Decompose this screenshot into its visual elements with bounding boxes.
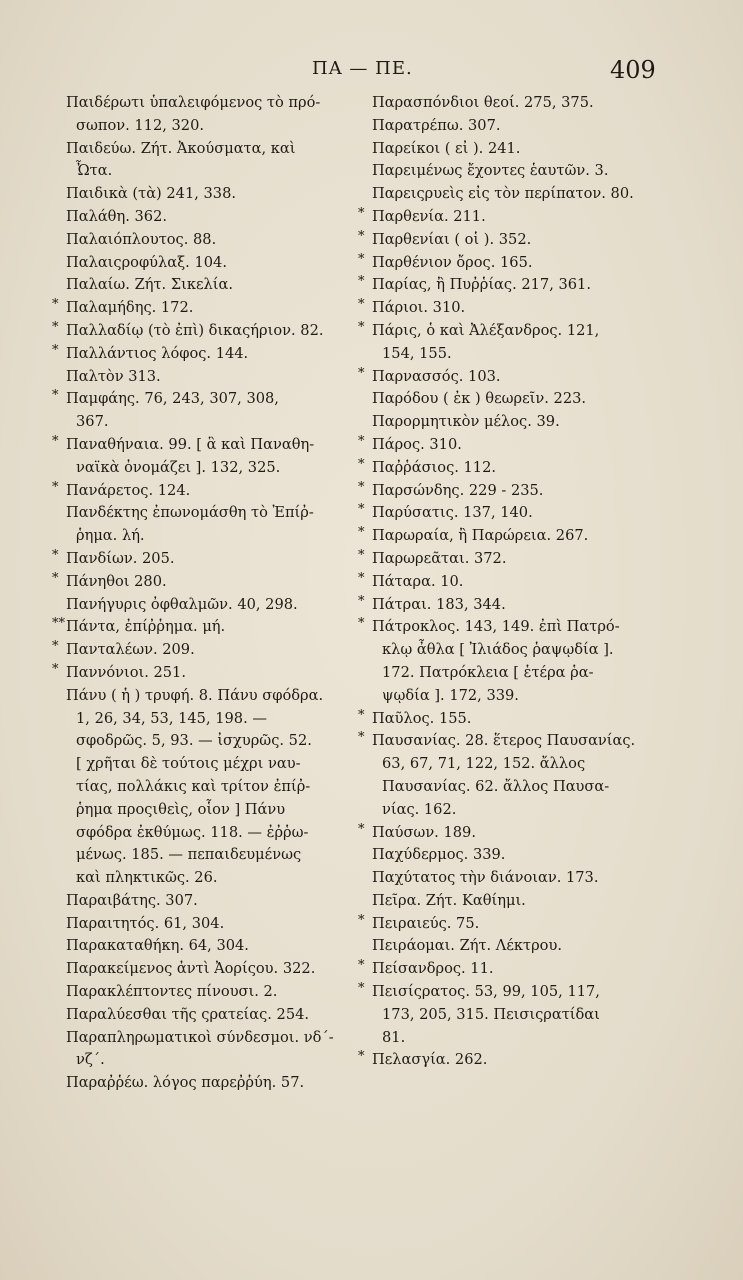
entry-line: 81. [382,1028,406,1046]
entry-line: Παρωρεᾶται. 372. [372,549,507,567]
index-entry [358,366,658,389]
entry-line: ψῳδία ]. 172, 339. [382,686,519,704]
entry-line: ναϊκὰ ὀνομάζει ]. 132, 325. [76,458,281,476]
entry-asterisk: * [52,547,59,563]
entry-asterisk: * [358,456,365,472]
entry-line: σωπον. 112, 320. [76,116,205,134]
index-entry [52,252,352,275]
entry-line: Παρόδου ( ἐκ ) θεωρεῖν. 223. [372,390,587,408]
entry-line: Παραλύεσθαι τῆς ςρατείας. 254. [66,1005,310,1023]
entry-line: Πάρος. 310. [372,435,462,453]
entry-line: Παῦλος. 155. [372,709,472,727]
entry-line: Πάριοι. 310. [372,299,466,317]
entry-asterisk: * [358,228,365,244]
entry-asterisk: * [358,274,365,290]
entry-line: Πάταρα. 10. [372,572,464,590]
entry-line: Πειράομαι. Ζήτ. Λέκτρου. [372,937,562,955]
entry-asterisk: * [358,205,365,221]
index-entry [358,115,658,138]
entry-line: Πειραιεύς. 75. [372,914,480,932]
entry-asterisk: * [358,297,365,313]
entry-line: Παρωραία, ἢ Παρώρεια. 267. [372,527,589,545]
entry-asterisk: * [358,981,365,997]
index-entry [52,320,352,343]
entry-line: Παρθενία. 211. [372,207,486,225]
index-entry [358,320,658,366]
entry-line: Πάτροκλος. 143, 149. ἐπὶ Πατρό- [372,618,620,636]
index-entry [358,1049,658,1072]
index-entry [358,252,658,275]
entry-line: Πανάρετος. 124. [66,481,191,499]
index-entry [358,229,658,252]
entry-line: Παλαιόπλουτος. 88. [66,230,217,248]
index-entry [52,502,352,548]
entry-asterisk: ** [52,616,65,632]
entry-line: Πεῖρα. Ζήτ. Καθίημι. [372,891,526,909]
index-entry [52,685,352,890]
entry-line: Πάνυ ( ἡ ) τρυφή. 8. Πάνυ σφόδρα. [66,686,324,704]
entry-line: Παυσανίας. 62. ἄλλος Παυσα- [382,777,610,795]
entry-asterisk: * [358,616,365,632]
entry-line: κλῳ ἆθλα [ Ἰλιάδος ῥαψῳδία ]. [382,641,614,659]
entry-line: ῥημα προςιθεὶς, οἷον ] Πάνυ [76,800,286,818]
entry-line: Παρορμητικὸν μέλος. 39. [372,413,560,431]
index-entry [358,434,658,457]
entry-asterisk: * [358,593,365,609]
entry-line: Παρείκοι ( εἰ ). 241. [372,139,521,157]
entry-line: Παρακείμενος ἀντὶ Ἀορίςου. 322. [66,960,316,978]
entry-line: Παυσανίας. 28. ἕτερος Παυσανίας. [372,732,636,750]
index-entry [358,206,658,229]
entry-asterisk: * [358,1049,365,1065]
entry-line: Παλτὸν 313. [66,367,161,385]
entry-line: Παχύδερμος. 339. [372,846,506,864]
index-entry [52,639,352,662]
entry-line: Παρειςρυεὶς εἰς τὸν περίπατον. 80. [372,185,634,203]
entry-asterisk: * [52,388,59,404]
index-entry [358,457,658,480]
entry-asterisk: * [52,661,59,677]
entry-line: Παχύτατος τὴν διάνοιαν. 173. [372,869,599,887]
entry-asterisk: * [358,821,365,837]
entry-line: Πάνηθοι 280. [66,572,167,590]
entry-asterisk: * [358,547,365,563]
entry-line: 1, 26, 34, 53, 145, 198. — [76,709,267,727]
entry-line: 172. Πατρόκλεια [ ἑτέρα ῥα- [382,663,594,681]
index-entry [52,913,352,936]
index-entry [358,183,658,206]
entry-line: Παλαιςροφύλαξ. 104. [66,253,227,271]
entry-line: Πάτραι. 183, 344. [372,595,506,613]
entry-line: Παρακλέπτοντες πίνουσι. 2. [66,983,278,1001]
entry-line: [ χρῆται δὲ τούτοις μέχρι ναυ- [76,755,301,773]
entry-asterisk: * [358,479,365,495]
index-entry [358,867,658,890]
entry-line: Παρύσατις. 137, 140. [372,504,533,522]
entry-line: Παλλάντιος λόφος. 144. [66,344,249,362]
index-entry [52,594,352,617]
entry-line: Πάρις, ὁ καὶ Ἀλέξανδρος. 121, [372,321,600,339]
entry-asterisk: * [358,730,365,746]
entry-asterisk: * [52,639,59,655]
index-entry [358,708,658,731]
index-entry [358,480,658,503]
index-entry [52,274,352,297]
entry-line: Παλαμήδης. 172. [66,299,194,317]
entry-line: Παρσώνδης. 229 - 235. [372,481,544,499]
index-entry [358,297,658,320]
index-entry [52,434,352,480]
entry-line: Παραπληρωματικοὶ σύνδεσμοι. νδ´- [66,1028,334,1046]
entry-line: Πανταλέων. 209. [66,641,195,659]
entry-line: καὶ πληκτικῶς. 26. [76,869,218,887]
index-entry [52,1072,352,1095]
entry-line: Ὦτα. [76,162,113,180]
index-entry [52,343,352,366]
index-entry [358,913,658,936]
index-entry [52,183,352,206]
entry-asterisk: * [52,479,59,495]
entry-line: 154, 155. [382,344,452,362]
entry-line: νζ´. [76,1051,105,1069]
entry-line: Παραῤῥέω. λόγος παρεῤῥύη. 57. [66,1074,305,1092]
index-entry [358,502,658,525]
index-entry [358,138,658,161]
index-column-left [52,92,352,1095]
entry-line: Παρατρέπω. 307. [372,116,501,134]
index-entry [52,1004,352,1027]
index-entry [52,548,352,571]
entry-line: Παλαίω. Ζήτ. Σικελία. [66,276,234,294]
entry-asterisk: * [52,319,59,335]
entry-line: Παλάθη. 362. [66,207,167,225]
entry-line: μένως. 185. — πεπαιδευμένως [76,846,302,864]
entry-asterisk: * [358,707,365,723]
entry-asterisk: * [52,570,59,586]
index-entry [52,958,352,981]
entry-line: σφόδρα ἐκθύμως. 118. — ἐῤῥω- [76,823,309,841]
index-entry [358,958,658,981]
index-entry [358,571,658,594]
index-entry [358,890,658,913]
entry-asterisk: * [52,433,59,449]
entry-line: 367. [76,413,109,431]
index-entry [358,594,658,617]
entry-asterisk: * [358,912,365,928]
entry-line: Παρθενίαι ( οἱ ). 352. [372,230,532,248]
index-entry [52,616,352,639]
index-entry [358,981,658,1049]
index-entry [358,822,658,845]
entry-line: Παμφάης. 76, 243, 307, 308, [66,390,279,408]
index-entry [358,388,658,411]
entry-asterisk: * [358,365,365,381]
index-entry [358,548,658,571]
page-header [0,56,743,86]
index-entry [52,206,352,229]
index-column-right [358,92,658,1072]
entry-line: σφοδρῶς. 5, 93. — ἰσχυρῶς. 52. [76,732,312,750]
index-entry [52,297,352,320]
entry-line: Παννόνιοι. 251. [66,663,186,681]
entry-line: Παραιτητός. 61, 304. [66,914,225,932]
entry-line: 173, 205, 315. Πεισιςρατίδαι [382,1005,600,1023]
entry-line: Παρίας, ἢ Πυῤῥίας. 217, 361. [372,276,591,294]
index-entry [358,730,658,821]
entry-line: τίας, πολλάκις καὶ τρίτον ἐπίῤ- [76,777,311,795]
index-entry [358,616,658,707]
entry-line: Παρνασσός. 103. [372,367,501,385]
index-entry [52,480,352,503]
entry-line: Παρειμένως ἔχοντες ἑαυτῶν. 3. [372,162,609,180]
entry-line: Πείσανδρος. 11. [372,960,494,978]
entry-line: Παναθήναια. 99. [ ἃ καὶ Παναθη- [66,435,315,453]
index-entry [358,411,658,434]
index-entry [52,890,352,913]
index-entry [52,662,352,685]
entry-line: Παρθένιον ὄρος. 165. [372,253,533,271]
index-entry [358,935,658,958]
entry-line: Παλλαδίῳ (τὸ ἐπὶ) δικαςήριον. 82. [66,321,324,339]
entry-line: Πανήγυρις ὀφθαλμῶν. 40, 298. [66,595,298,613]
entry-asterisk: * [358,525,365,541]
index-entry [52,981,352,1004]
entry-line: Πανδέκτης ἐπωνομάσθη τὸ Ἐπίῤ- [66,504,314,522]
index-entry [52,1027,352,1073]
index-entry [52,92,352,138]
entry-line: Παιδέρωτι ὑπαλειφόμενος τὸ πρό- [66,94,321,111]
entry-line: 63, 67, 71, 122, 152. ἄλλος [382,755,586,773]
index-entry [52,138,352,184]
entry-line: Παύσων. 189. [372,823,476,841]
entry-line: Πεισίςρατος. 53, 99, 105, 117, [372,983,600,1001]
entry-asterisk: * [358,570,365,586]
entry-line: Παρασπόνδιοι θεοί. 275, 375. [372,94,594,111]
index-entry [52,935,352,958]
entry-line: Παρακαταθήκη. 64, 304. [66,937,249,955]
entry-line: Πάντα, ἐπίῤῥημα. μή. [66,618,226,636]
index-entry [358,844,658,867]
index-entry [52,571,352,594]
entry-line: Παιδεύω. Ζήτ. Ἀκούσματα, καὶ [66,139,296,157]
entry-line: Παῤῥάσιος. 112. [372,458,497,476]
entry-line: ῥημα. λή. [76,527,145,545]
index-entry [358,525,658,548]
entry-line: νίας. 162. [382,800,457,818]
entry-line: Πελασγία. 262. [372,1051,488,1069]
entry-asterisk: * [52,297,59,313]
entry-asterisk: * [358,433,365,449]
entry-asterisk: * [358,958,365,974]
entry-asterisk: * [358,502,365,518]
index-entry [52,229,352,252]
index-entry [52,366,352,389]
index-entry [358,92,658,115]
entry-line: Παραιβάτης. 307. [66,891,198,909]
running-head: ΠΑ — ΠΕ. [312,58,413,79]
page-number: 409 [610,56,656,84]
entry-asterisk: * [358,251,365,267]
entry-asterisk: * [52,342,59,358]
index-entry [358,160,658,183]
entry-line: Παιδικὰ (τὰ) 241, 338. [66,185,237,203]
index-entry [52,388,352,434]
entry-line: Πανδίων. 205. [66,549,175,567]
entry-asterisk: * [358,319,365,335]
index-entry [358,274,658,297]
